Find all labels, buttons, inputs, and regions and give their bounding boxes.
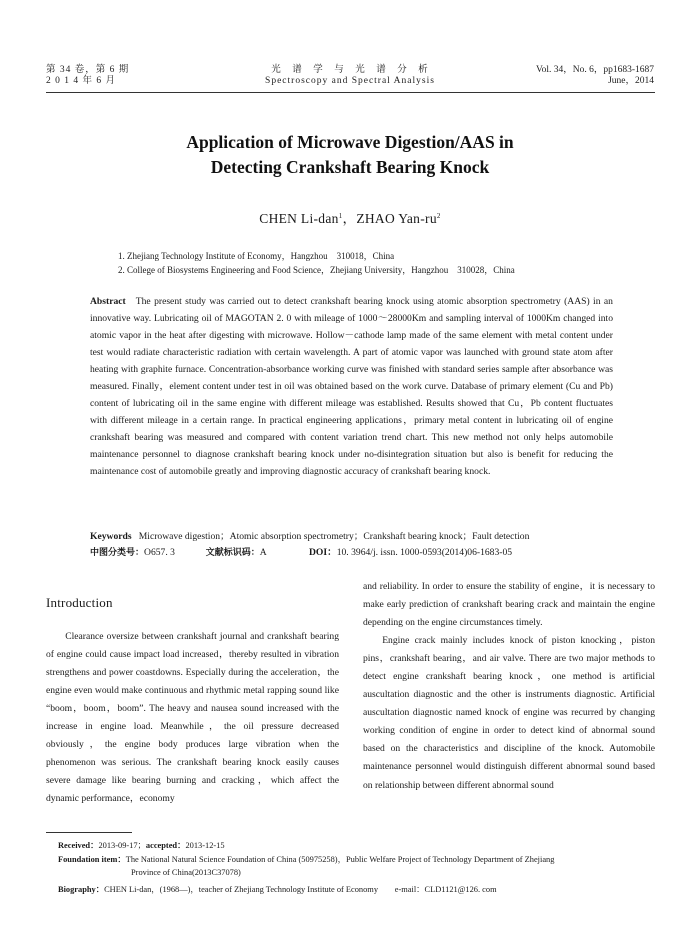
doi-label: DOI： bbox=[308, 547, 337, 558]
keywords-label: Keywords bbox=[90, 531, 132, 542]
abstract-label: Abstract bbox=[90, 296, 126, 307]
header-rule bbox=[46, 92, 655, 93]
affiliation-marker: 2 bbox=[436, 212, 441, 220]
biography-footnote bbox=[58, 883, 497, 896]
title-line-2: Detecting Crankshaft Bearing Knock bbox=[210, 157, 490, 177]
author-name: CHEN Li-dan bbox=[259, 211, 339, 226]
right-column bbox=[363, 578, 655, 795]
affiliation-marker: 1 bbox=[338, 212, 343, 220]
foundation-footnote bbox=[58, 853, 658, 879]
doi-value: 10. 3964/j. issn. 1000-0593(2014)06-1683-05 bbox=[336, 547, 513, 558]
biography-text: CHEN Li-dan，(1968—)，teacher of Zhejiang Technology Institute of Economy e-mail：CLD1121@126. com bbox=[104, 885, 497, 894]
footnote-rule bbox=[46, 832, 132, 833]
received-label: Received： bbox=[58, 841, 99, 850]
document-code-value: A bbox=[259, 547, 267, 558]
volume-pages: Vol. 34，No. 6，pp1683-1687 bbox=[535, 65, 654, 75]
volume-issue: 第 34 卷，第 6 期 bbox=[46, 65, 130, 75]
journal-name-cn: 光 谱 学 与 光 谱 分 析 bbox=[271, 65, 429, 75]
foundation-text-continued: Province of China(2013C37078) bbox=[131, 868, 241, 877]
foundation-label: Foundation item： bbox=[58, 855, 126, 864]
clc-value: O657. 3 bbox=[144, 547, 175, 558]
accepted-label: accepted： bbox=[145, 841, 186, 850]
section-heading: Introduction bbox=[46, 595, 113, 610]
publication-date-cn: 2 0 1 4 年 6 月 bbox=[46, 76, 117, 86]
title-line-1: Application of Microwave Digestion/AAS in bbox=[186, 132, 514, 152]
paragraph: Engine crack mainly includes knock of piston knocking，piston pins，crankshaft bearing，and air valve. There are two major methods to detect engine crankshaft bearing knock，one method is artificial auscultation diagnostic and the other is instruments diagnostic. Artificial auscultation diagnostic named knock of engine was recurred by changing working condition of engine in order to detect kind of abnormal sound based on the characteristics and discipline of the knock. Automobile maintenance personnel would distinguish different abnormal sound based on relationship between different abnormal sound bbox=[363, 635, 655, 791]
keywords bbox=[90, 530, 620, 544]
journal-name-en: Spectroscopy and Spectral Analysis bbox=[265, 76, 435, 86]
classification-line bbox=[90, 546, 650, 560]
publication-date-en: June，2014 bbox=[608, 76, 654, 86]
foundation-text: The National Natural Science Foundation of China (50975258)，Public Welfare Project of Technology Department of Zhejiang bbox=[125, 855, 555, 864]
biography-label: Biography： bbox=[58, 885, 105, 894]
keywords-text: Microwave digestion；Atomic absorption spectrometry；Crankshaft bearing knock；Fault detection bbox=[138, 531, 530, 542]
accepted-date: 2013-12-15 bbox=[185, 841, 225, 850]
abstract-text: The present study was carried out to detect crankshaft bearing knock using atomic absorption spectrometry (AAS) in an innovative way. Lubricating oil of MAGOTAN 2. 0 with mileage of 1000～28000Km and sampling interval of 1000Km changed into atomic vapor in the heat after digesting with microwave. Hollow－cathode lamp made of the same element with metal content under test would radiate characteristic radiation with certain wavelength. A part of atomic vapor was launched with ground state atom after heating with graphite furnace. Concentration-absorbance working curve was finished with standard series sample after absorbance was measured. Finally，element content under test in oil was obtained based on the work curve. Database of primary element (Cu and Pb) content of lubricating oil in the same engine with different mileage was established. Results showed that Cu，Pb content fluctuates with different mileage in a certain range. In practical engineering applications，primary metal content in lubricating oil of engine crankshaft bearing was measured and compared with content variation trend chart. This new method not only helps automobile maintenance personnel to diagnose crankshaft bearing knock under no-disintegration situation but also is benefit for reducing the maintenance cost of automobile greatly and improving diagnostic accuracy of crankshaft bearing knock. bbox=[90, 296, 613, 478]
author-separator: ， bbox=[342, 211, 357, 226]
journal-pages-header bbox=[536, 65, 654, 87]
clc-label: 中图分类号： bbox=[90, 548, 145, 558]
received-footnote bbox=[58, 839, 225, 852]
paragraph: and reliability. In order to ensure the stability of engine，it is necessary to make early prediction of crankshaft bearing crack and maintain the engine depending on the engine circumstances timely. bbox=[363, 581, 655, 629]
left-column bbox=[46, 628, 339, 808]
affiliation-2: 2. College of Biosystems Engineering and Food Science，Zhejiang University，Hangzhou 310028，China bbox=[118, 265, 515, 275]
affiliation-1: 1. Zhejiang Technology Institute of Economy，Hangzhou 310018，China bbox=[118, 251, 395, 261]
received-date: 2013-09-17； bbox=[98, 841, 146, 850]
author-list bbox=[0, 207, 700, 227]
document-code-label: 文献标识码： bbox=[205, 548, 260, 558]
paper-title bbox=[0, 130, 700, 180]
paragraph: Clearance oversize between crankshaft journal and crankshaft bearing of engine could cause impact load increased，thereby resulted in vibration strengthens and power coastdowns. Especially during the acceleration，the engine even would make continuous and rhythmic metal rapping sound like “boom，boom，boom”. The heavy and nausea sound increased with the increase in engine load. Meanwhile，the oil pressure decreased obviously，the engine body produces large vibration when the phenomenon was serious. The crankshaft bearing knock easily causes severe damage like bearing burning and cracking，which affect the dynamic performance，economy bbox=[46, 631, 339, 805]
abstract bbox=[90, 293, 613, 481]
author-name: ZHAO Yan-ru bbox=[356, 211, 437, 226]
